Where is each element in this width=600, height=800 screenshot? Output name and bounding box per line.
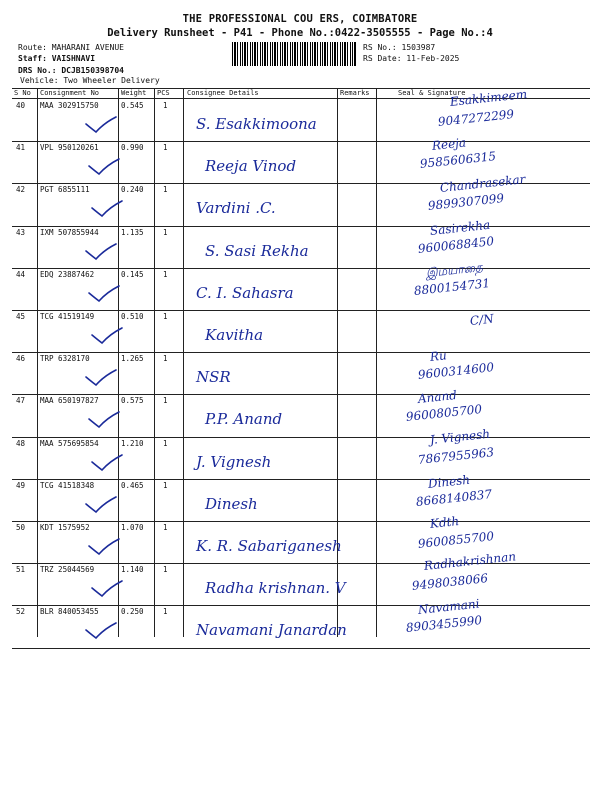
row-signature: Sasirekha [429,217,491,238]
column-divider [183,89,184,637]
row-weight: 1.265 [121,354,144,364]
column-header-pcs: PCS [157,89,170,97]
row-pcs: 1 [163,101,168,110]
row-pcs: 1 [163,354,168,364]
row-divider [12,268,590,269]
column-header-consignment: Consignment No [40,89,100,97]
checkmark-icon [87,410,121,430]
row-signature: J. Vignesh [429,426,491,447]
row-pcs: 1 [163,607,168,617]
row-weight: 0.990 [121,143,144,153]
row-signature-phone: 8668140837 [415,486,493,509]
row-divider [12,479,590,480]
column-divider [154,89,155,637]
row-divider [12,226,590,227]
row-consignee-name: Dinesh [205,494,258,513]
row-signature: C/N [469,311,495,328]
row-signature-phone: 9498038066 [411,571,489,594]
rs-number: RS No.: 1503987 [363,43,436,52]
row-consignment-number: PGT 6855111 [40,185,90,195]
row-consignee-name: K. R. Sabariganesh [196,537,342,555]
row-pcs: 1 [163,143,168,153]
column-header-sno: S No [14,89,31,97]
row-consignment-number: TCG 41518348 [40,480,95,490]
row-consignment-number: TRZ 25044569 [40,565,95,575]
row-signature: Reeja [431,135,467,154]
barcode [232,42,356,66]
row-sno: 44 [16,269,26,279]
row-signature: Ru [429,348,448,365]
row-sno: 52 [16,607,26,617]
row-weight: 0.575 [121,396,144,406]
row-sno: 50 [16,523,26,532]
row-pcs: 1 [163,565,168,575]
column-header-seal: Seal & Signature [398,89,466,97]
checkmark-icon [90,199,124,219]
row-consignment-number: MAA 650197827 [40,396,99,406]
row-consignee-name: Kavitha [205,326,264,344]
row-signature: இமயாதை [425,259,484,280]
row-signature-phone: 9600688450 [417,233,495,256]
row-sno: 41 [16,143,26,153]
row-pcs: 1 [163,312,168,321]
row-weight: 1.135 [121,227,144,237]
row-consignee-name: Radha krishnan. V [205,579,346,598]
row-consignment-number: EDQ 23887462 [40,269,95,279]
checkmark-icon [84,242,118,262]
checkmark-icon [90,579,124,599]
row-divider [12,310,590,311]
row-signature: Radhakrishnan [423,549,517,574]
row-consignment-number: VPL 950120261 [40,143,99,153]
column-header-remarks: Remarks [340,89,370,97]
row-pcs: 1 [163,269,168,279]
row-sno: 43 [16,227,26,237]
row-signature-phone: 9585606315 [419,149,497,172]
row-consignment-number: KDT 1575952 [40,523,90,532]
row-pcs: 1 [163,480,168,490]
row-weight: 0.545 [121,101,144,110]
row-pcs: 1 [163,185,168,195]
row-divider [12,521,590,522]
row-consignment-number: BLR 840053455 [40,607,99,617]
row-pcs: 1 [163,438,168,448]
checkmark-icon [84,115,118,135]
row-weight: 0.250 [121,607,144,617]
row-consignment-number: MAA 302915750 [40,101,99,110]
row-pcs: 1 [163,396,168,406]
row-divider [12,605,590,606]
row-sno: 45 [16,312,26,321]
row-weight: 1.140 [121,565,144,575]
row-sno: 48 [16,438,26,448]
row-divider [12,648,590,649]
row-consignee-name: Vardini .C. [196,199,276,218]
row-signature-phone: 9600314600 [417,360,495,383]
row-signature: Esakkimeem [449,86,528,109]
checkmark-icon [84,495,118,515]
row-divider [12,437,590,438]
row-signature-phone: 8903455990 [405,613,483,636]
row-consignment-number: MAA 575695854 [40,438,99,448]
row-signature-phone: 9600855700 [417,529,495,551]
row-sno: 49 [16,480,26,490]
row-signature-phone: 9899307099 [427,191,505,214]
checkmark-icon [84,368,118,388]
document-title: THE PROFESSIONAL COU ERS, COIMBATORE [182,13,418,25]
row-signature-phone: 8800154731 [413,275,491,298]
row-consignee-name: P.P. Anand [205,410,283,429]
column-divider [37,89,38,637]
checkmark-icon [87,284,121,304]
row-weight: 1.210 [121,438,144,448]
row-divider [12,394,590,395]
row-signature: Anand [417,388,458,407]
row-weight: 0.510 [121,312,144,321]
rs-date: RS Date: 11-Feb-2025 [363,54,460,63]
row-pcs: 1 [163,227,168,237]
row-signature: Kdth [429,513,460,531]
row-signature: Dinesh [427,472,471,491]
row-consignee-name: S. Esakkimoona [196,115,317,133]
row-divider [12,141,590,142]
row-sno: 51 [16,565,26,575]
column-header-consignee: Consignee Details [187,89,259,97]
checkmark-icon [87,157,121,177]
row-consignee-name: Reeja Vinod [205,157,297,176]
row-signature-phone: 9047272299 [437,107,515,129]
column-header-weight: Weight [121,89,147,97]
row-sno: 42 [16,185,26,195]
checkmark-icon [90,453,124,473]
checkmark-icon [84,621,118,641]
row-signature-phone: 7867955963 [417,444,495,467]
row-signature-phone: 9600805700 [405,402,483,425]
staff: Staff: VAISHNAVI [18,54,96,63]
document-subtitle: Delivery Runsheet - P41 - Phone No.:0422-3505555 - Page No.:4 [107,27,493,39]
route: Route: MAHARANI AVENUE [18,43,124,52]
row-consignee-name: S. Sasi Rekha [205,241,309,260]
row-pcs: 1 [163,523,168,532]
column-divider [376,89,377,637]
checkmark-icon [87,537,121,557]
row-signature: Chandrasekar [439,172,527,196]
row-weight: 0.465 [121,480,144,490]
drs-number: DRS No.: DCJB150398704 [18,66,124,75]
row-signature: Navamani [417,596,481,618]
row-sno: 40 [16,101,26,110]
row-sno: 47 [16,396,26,406]
row-consignment-number: TRP 6328170 [40,354,90,364]
row-weight: 0.145 [121,269,144,279]
checkmark-icon [90,326,124,346]
row-consignment-number: IXM 507855944 [40,227,99,237]
row-consignee-name: Navamani Janardan [196,621,347,640]
row-divider [12,352,590,353]
row-sno: 46 [16,354,26,364]
row-weight: 1.070 [121,523,144,532]
row-consignee-name: C. I. Sahasra [196,283,294,302]
vehicle: Vehicle: Two Wheeler Delivery [20,76,160,85]
row-consignment-number: TCG 41519149 [40,312,95,321]
row-consignee-name: J. Vignesh [196,452,272,471]
row-weight: 0.240 [121,185,144,195]
row-consignee-name: NSR [196,368,231,387]
